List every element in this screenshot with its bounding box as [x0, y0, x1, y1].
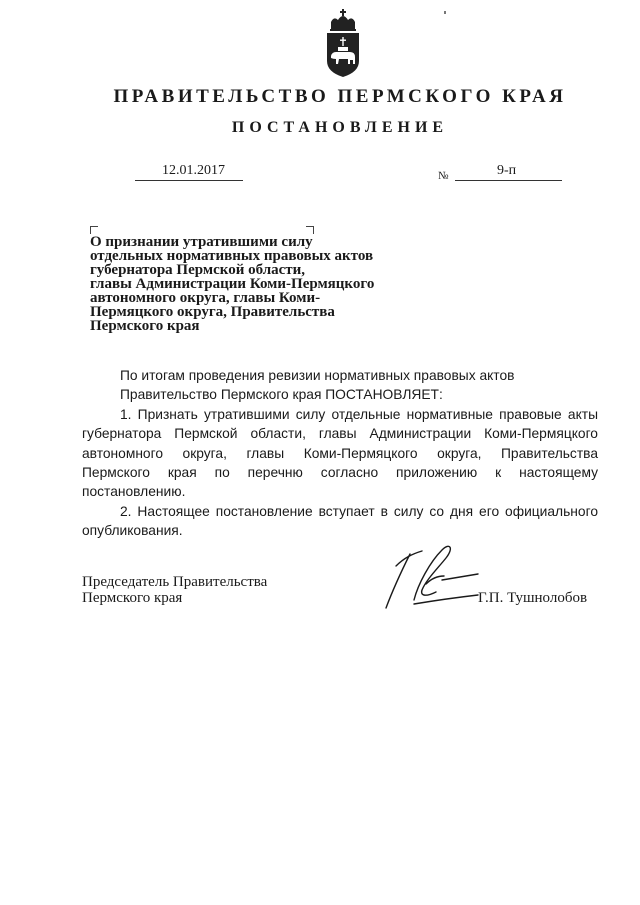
coat-of-arms-icon	[325, 9, 361, 77]
title-line: Пермского края	[90, 318, 200, 334]
title-line: О признании утратившими силу	[90, 234, 313, 250]
scan-mark	[444, 11, 446, 14]
document-date: 12.01.2017	[162, 163, 225, 178]
document-number: 9-п	[497, 163, 517, 178]
body-line: 1. Признать утратившими силу отдельные нормативные правовые акты	[120, 406, 598, 422]
date-underline	[135, 180, 243, 181]
title-line: отдельных нормативных правовых актов	[90, 248, 374, 264]
title-line: главы Администрации Коми-Пермяцкого	[90, 276, 375, 292]
body-line: губернатора Пермской области, главы Администрации Коми-Пермяцкого	[82, 426, 598, 442]
number-sign: №	[438, 170, 449, 182]
signatory-position-line: Пермского края	[82, 590, 183, 606]
body-line: автономного округа, главы Коми-Пермяцкого округа, Правительства	[82, 445, 598, 461]
corner-bracket-right	[306, 226, 314, 234]
clause-1-paragraph	[82, 405, 598, 502]
decree-title	[90, 235, 374, 333]
title-line: губернатора Пермской области,	[90, 262, 306, 278]
preamble-paragraph	[82, 366, 598, 405]
document-type-title: ПОСТАНОВЛЕНИЕ	[231, 119, 449, 136]
decree-body	[82, 366, 598, 541]
handwritten-signature	[380, 540, 480, 612]
body-line: опубликования.	[82, 523, 183, 539]
body-line: 2. Настоящее постановление вступает в силу со дня его официального	[120, 503, 598, 519]
number-underline	[455, 180, 562, 181]
signatory-name: Г.П. Тушнолобов	[478, 590, 588, 606]
body-line: По итогам проведения ревизии нормативных правовых актов	[120, 368, 515, 383]
body-line: Правительство Пермского края ПОСТАНОВЛЯЕТ:	[120, 387, 443, 403]
organization-title: ПРАВИТЕЛЬСТВО ПЕРМСКОГО КРАЯ	[113, 86, 567, 107]
clause-2-paragraph	[82, 502, 598, 541]
signatory-position-line: Председатель Правительства	[82, 574, 268, 590]
title-line: автономного округа, главы Коми-	[90, 290, 321, 306]
body-line: постановлению.	[82, 484, 186, 500]
signatory-position	[82, 574, 267, 606]
body-line: Пермского края по перечню согласно приложению к настоящему	[82, 465, 598, 481]
corner-bracket-left	[90, 226, 98, 234]
title-line: Пермяцкого округа, Правительства	[90, 304, 335, 320]
